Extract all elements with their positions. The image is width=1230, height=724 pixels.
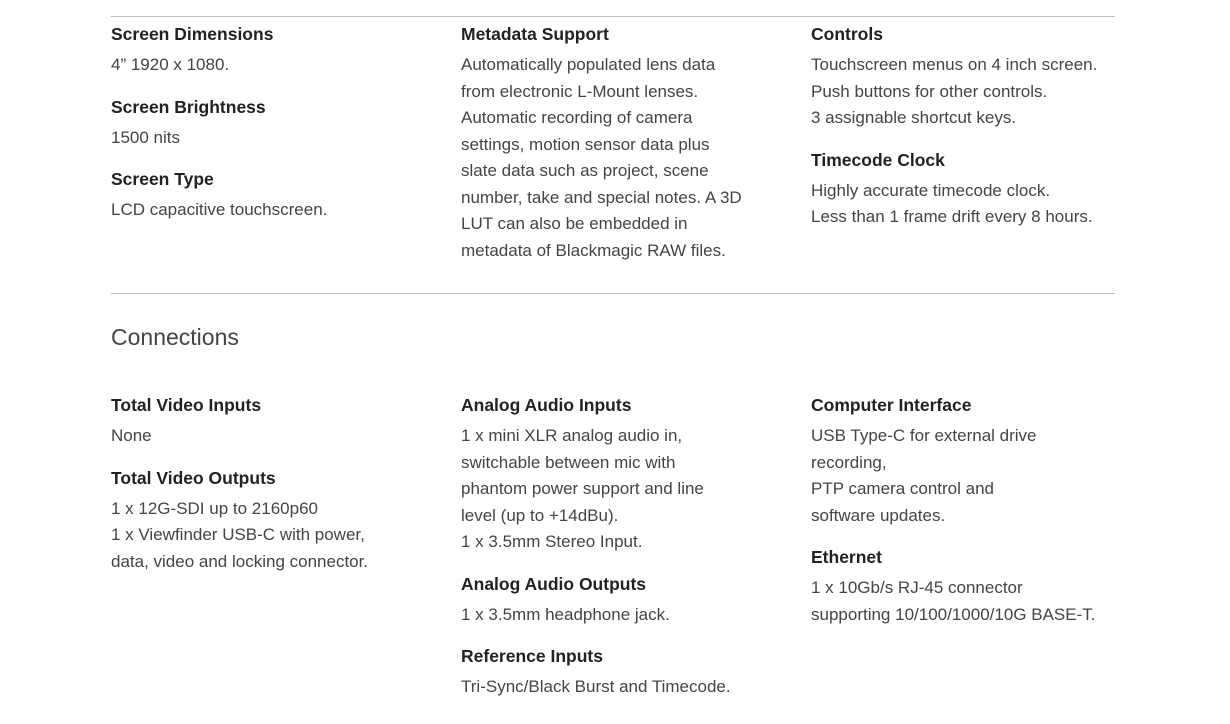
spec-value-line: Tri-Sync/Black Burst and Timecode. (461, 677, 731, 696)
spec-value-line: recording, (811, 452, 887, 472)
spec-value-line: Highly accurate timecode clock. (811, 180, 1051, 200)
spec-value-line: supporting 10/100/1000/10G BASE-T. (811, 604, 1096, 624)
spec-title: Total Video Outputs (111, 467, 276, 488)
spec-item (111, 22, 441, 79)
section-divider (111, 293, 1115, 294)
spec-value-line: from electronic L-Mount lenses. (461, 81, 699, 101)
spec-title: Analog Audio Inputs (461, 395, 632, 415)
spec-value-line: data, video and locking connector. (111, 551, 369, 571)
spec-value-line: switchable between mic with (461, 452, 676, 472)
spec-title: Screen Type (111, 169, 214, 189)
spec-value-line: 3 assignable shortcut keys. (811, 108, 1017, 127)
spec-item (461, 644, 791, 701)
spec-item (461, 22, 791, 264)
top-divider (111, 16, 1115, 17)
spec-value-line: Automatic recording of camera (461, 108, 693, 127)
spec-value-line: LUT can also be embedded in (461, 214, 688, 233)
connections-column-1 (111, 393, 441, 591)
spec-item (111, 95, 441, 152)
spec-item (461, 572, 791, 629)
spec-value-line: Push buttons for other controls. (811, 81, 1048, 101)
display-specs-column-3 (811, 22, 1141, 247)
spec-value-line: 1 x 3.5mm headphone jack. (461, 604, 670, 624)
spec-item (461, 393, 791, 556)
spec-value-line: 1 x 12G-SDI up to 2160p60 (111, 498, 318, 518)
spec-value-line: phantom power support and line (461, 479, 704, 498)
spec-value-line: LCD capacitive touchscreen. (111, 200, 328, 219)
connections-column-3 (811, 393, 1141, 644)
spec-value-line: 1 x 10Gb/s RJ-45 connector (811, 578, 1023, 597)
spec-title: Metadata Support (461, 24, 609, 44)
spec-item (111, 393, 441, 450)
spec-title: Analog Audio Outputs (461, 573, 647, 594)
spec-title: Timecode Clock (811, 149, 945, 170)
display-specs-column-2 (461, 22, 791, 280)
spec-value-line: level (up to +14dBu). (461, 505, 619, 525)
spec-item (811, 545, 1141, 628)
spec-value-line: 1 x Viewfinder USB-C with power, (111, 525, 365, 544)
spec-value-line: settings, motion sensor data plus (461, 134, 710, 154)
display-specs-column-1 (111, 22, 441, 240)
connections-heading: Connections (111, 324, 239, 350)
spec-item (811, 393, 1141, 529)
spec-value-line: 1 x mini XLR analog audio in, (461, 426, 683, 445)
spec-title: Ethernet (811, 547, 882, 567)
spec-title: Screen Dimensions (111, 24, 274, 44)
spec-item (811, 22, 1141, 132)
spec-value-line: None (111, 426, 152, 445)
spec-value-line: metadata of Blackmagic RAW files. (461, 240, 726, 260)
connections-column-2 (461, 393, 791, 717)
spec-value-line: slate data such as project, scene (461, 161, 709, 180)
spec-value-line: Automatically populated lens data (461, 55, 716, 74)
spec-item (111, 167, 441, 224)
spec-value-line: USB Type-C for external drive (811, 426, 1037, 445)
spec-value-line: PTP camera control and (811, 479, 994, 498)
spec-title: Controls (811, 24, 883, 44)
spec-value-line: number, take and special notes. A 3D (461, 187, 742, 207)
spec-value-line: software updates. (811, 505, 946, 525)
spec-value-line: 1500 nits (111, 127, 180, 147)
spec-title: Reference Inputs (461, 646, 603, 666)
spec-title: Screen Brightness (111, 96, 266, 117)
spec-value-line: Touchscreen menus on 4 inch screen. (811, 55, 1098, 74)
spec-title: Computer Interface (811, 395, 972, 415)
spec-title: Total Video Inputs (111, 395, 262, 415)
spec-item (811, 148, 1141, 231)
spec-value-line: 4” 1920 x 1080. (111, 55, 230, 74)
spec-item (111, 466, 441, 576)
spec-value-line: 1 x 3.5mm Stereo Input. (461, 532, 643, 551)
spec-value-line: Less than 1 frame drift every 8 hours. (811, 207, 1093, 226)
